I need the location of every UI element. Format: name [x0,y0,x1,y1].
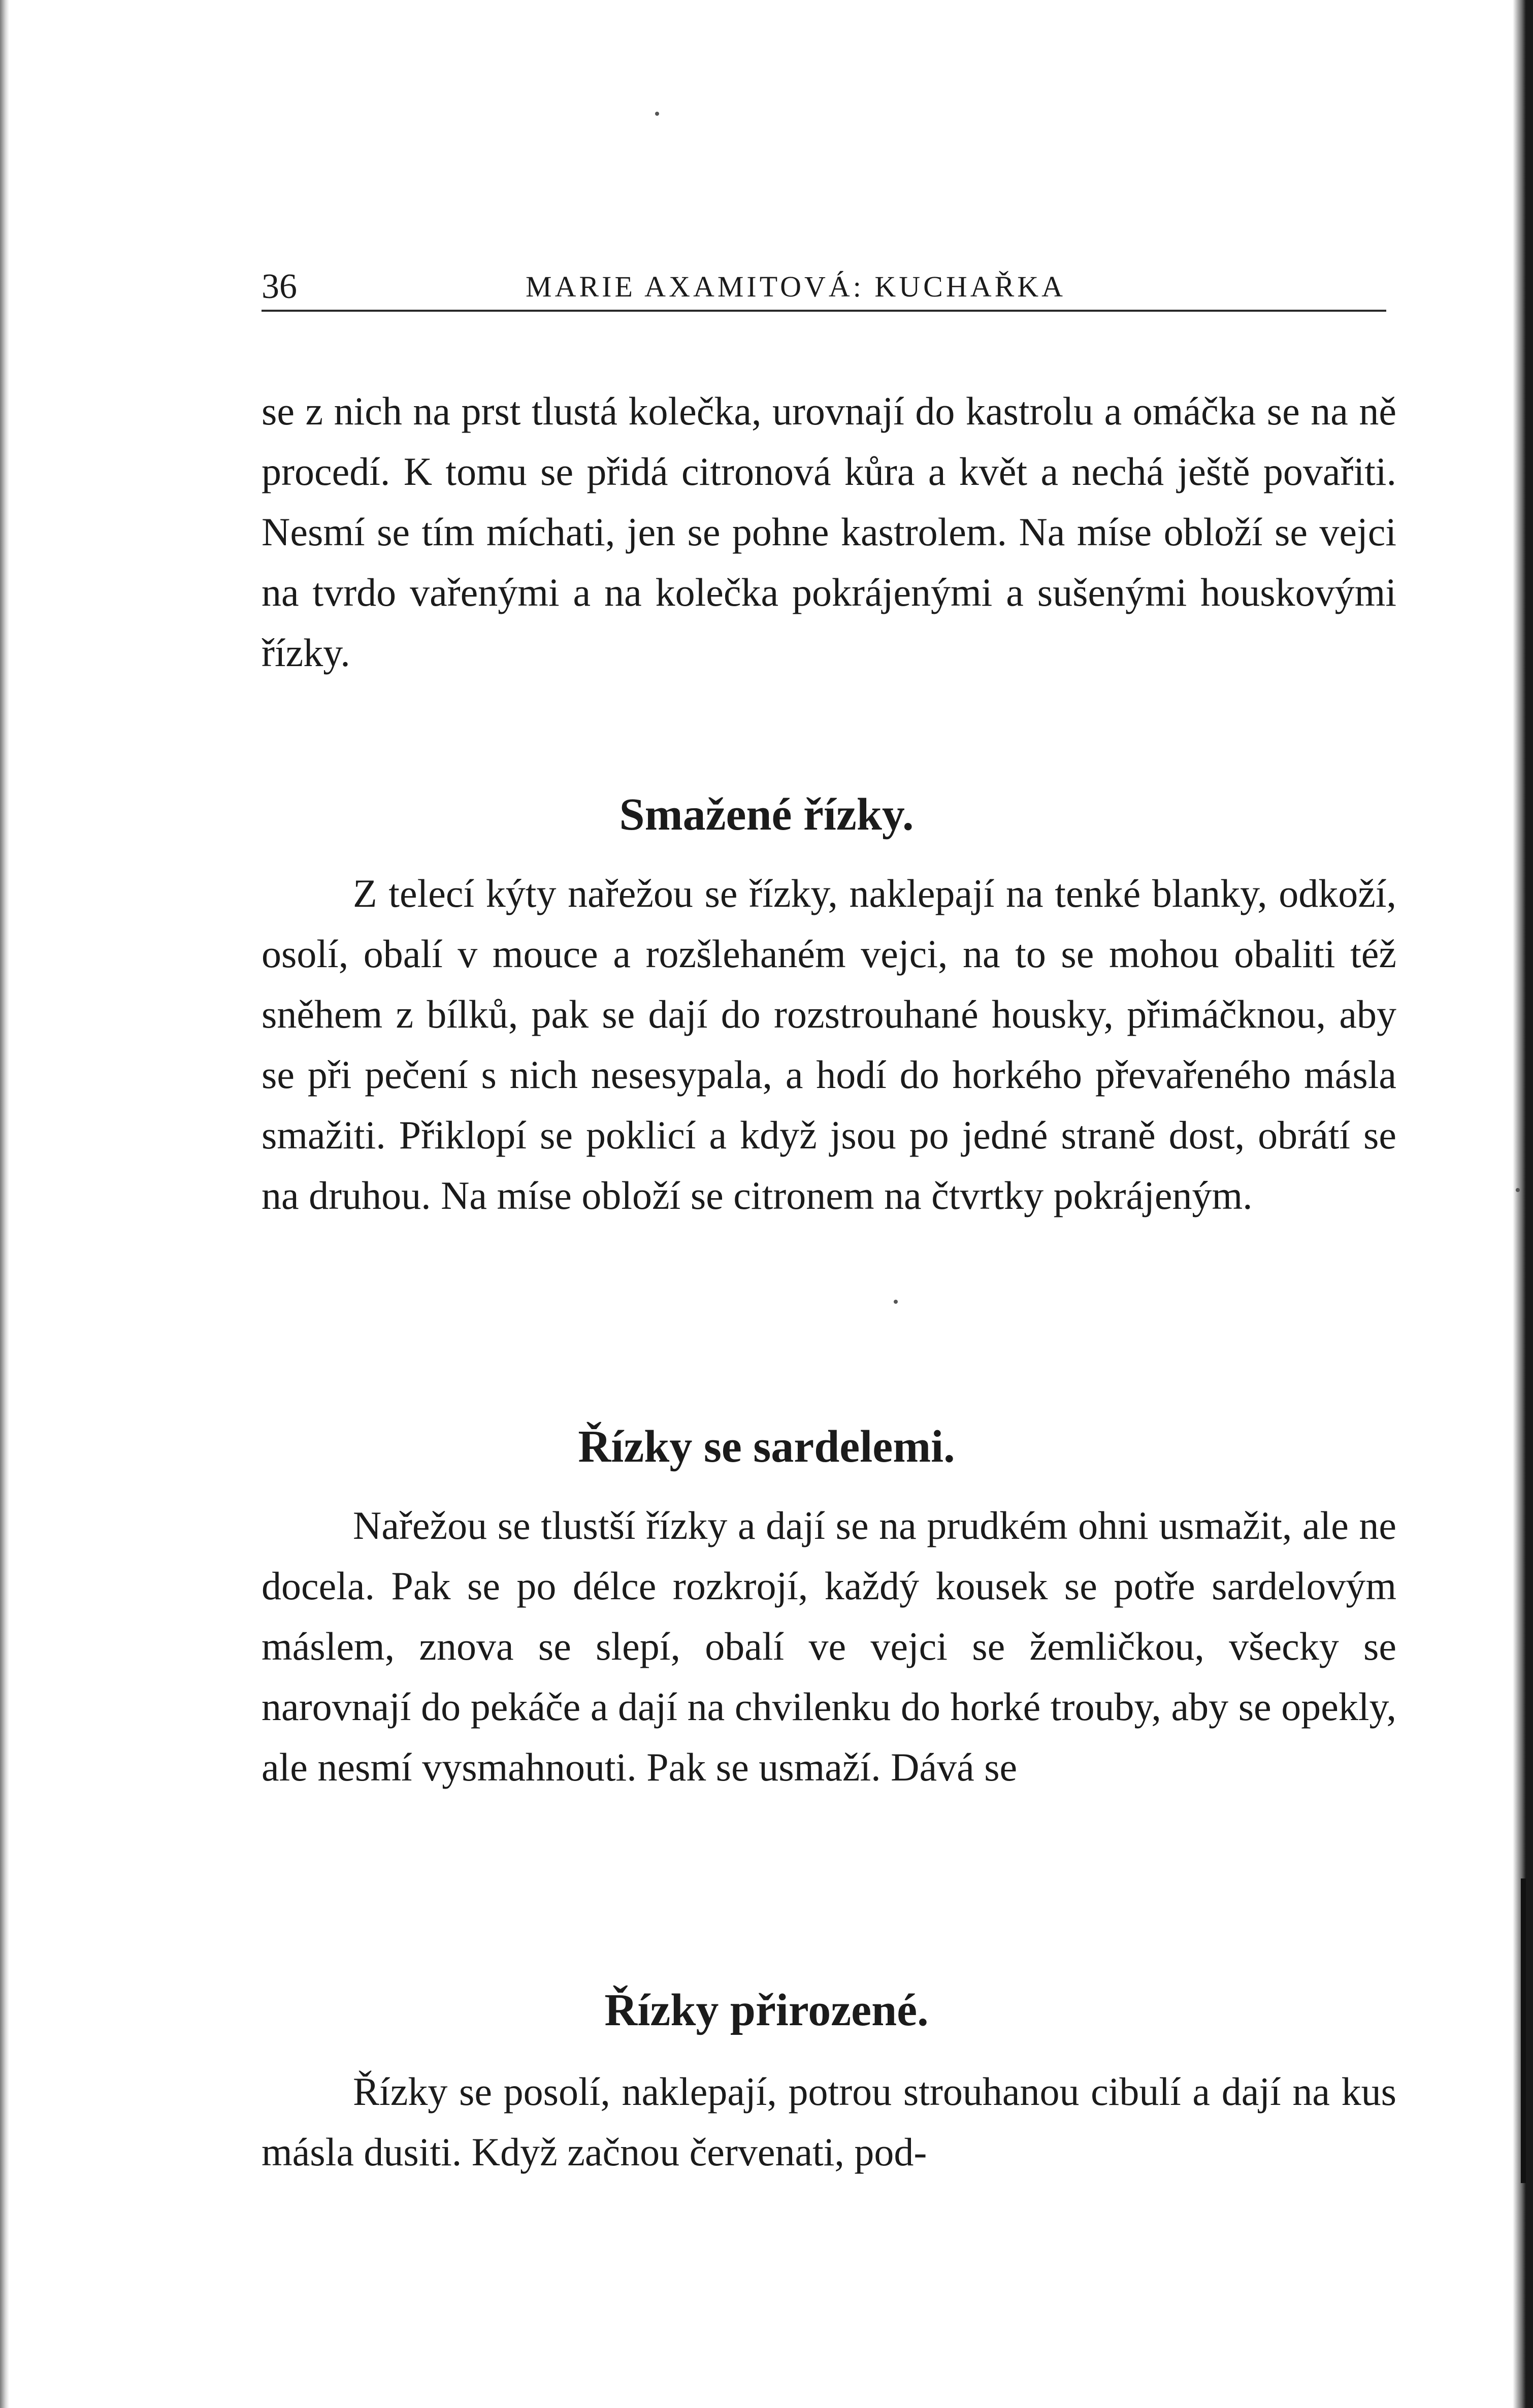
scan-speck [655,112,659,116]
paragraph-text: se z nich na prst tlustá kolečka, urovnají do kastrolu a omáčka se na ně procedí. K tomu se přidá citronová kůra a květ a nechá ještě povařiti. Nesmí se tím míchati, jen se pohne kastrolem. Na míse obloží se vejci na tvrdo vařenými a na kolečka pokrájenými a sušenými houskovými řízky. [262,389,1396,675]
running-head [262,264,1386,312]
scan-speck [1516,1188,1520,1192]
paragraph-continuation [262,381,1396,683]
paragraph-text: Nařežou se tlustší řízky a dají se na prudkém ohni usmažit, ale ne docela. Pak se po délce rozkrojí, každý kousek se potře sardelovým máslem, znova se slepí, obalí ve vejci se žemličkou, všecky se narovnají do pekáče a dají na chvilenku do horké trouby, aby se opekly, ale nesmí vysmahnouti. Pak se usmaží. Dává se [262,1503,1396,1789]
running-title: MARIE AXAMITOVÁ: KUCHAŘKA [526,270,1066,303]
paragraph-smazene-rizky [262,863,1396,1226]
heading-rizky-se-sardelemi: Řízky se sardelemi. [578,1422,955,1472]
paragraph-text: Z telecí kýty nařežou se řízky, naklepají na tenké blanky, odkoží, osolí, obalí v mouce a rozšlehaném vejci, na to se mohou obaliti též sněhem z bílků, pak se dají do rozstrouhané housky, přimáčknou, aby se při pečení s nich nesesypala, a hodí do horkého převařeného másla smažiti. Přiklopí se poklicí a když jsou po jedné straně dost, obrátí se na druhou. Na míse obloží se citronem na čtvrtky pokrájeným. [262,871,1396,1217]
scan-speck [894,1300,898,1304]
heading-rizky-prirozene: Řízky přirozené. [604,1985,929,2035]
scan-shadow-left [0,0,9,2408]
paragraph-text: Řízky se posolí, naklepají, potrou strouhanou cibulí a dají na kus másla dusiti. Když začnou červenati, pod- [262,2069,1396,2174]
heading-smazene-rizky: Smažené řízky. [619,789,914,840]
paragraph-rizky-prirozene [262,2061,1396,2182]
paragraph-rizky-se-sardelemi [262,1495,1396,1797]
page-number: 36 [262,267,297,306]
